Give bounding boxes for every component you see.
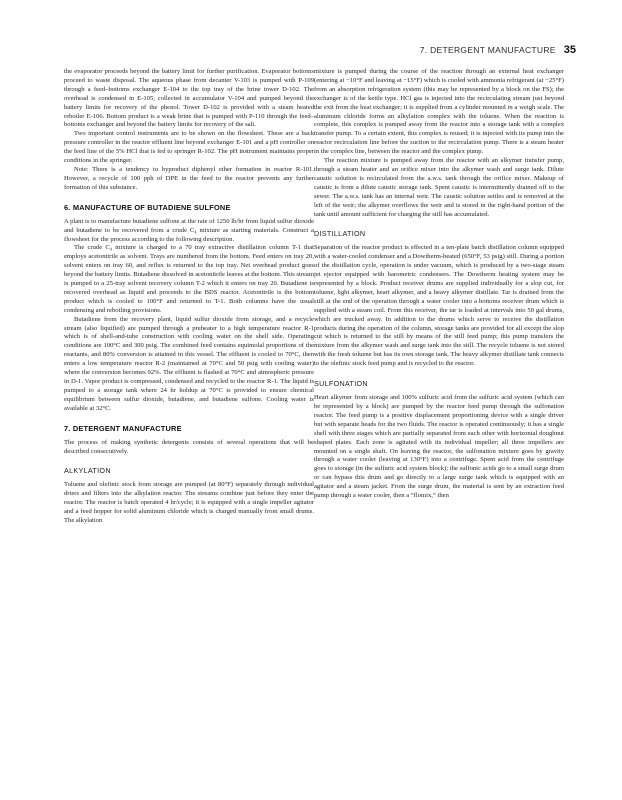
section-heading-butadiene-sulfone: 6. MANUFACTURE OF BUTADIENE SULFONE bbox=[64, 202, 231, 212]
section-heading-detergent: 7. DETERGENT MANUFACTURE bbox=[64, 423, 182, 433]
paragraph: Butadiene from the recovery plant, liquid sulfur dioxide from storage, and a recycle stream (also liquified) are pumped through a preheater to a high temperature reactor R-1 which is of shell-and-tube construction with cooling water on the shell side. Operating conditions are 100°C and 300 psig. The combined feed contains equimolal proportions of the reactants, and 80% conversion is attained in this vessel. The effluent is cooled to 70°C, then enters a low temperature reactor R-2 (maintained at 70°C and 50 psig with cooling water) where the conversion becomes 92%. The effluent is flashed at 70°C and atmospheric pressure in D-1. Vapor product is compressed, condensed and recycled to the reactor R-1. The liquid is pumped to a storage tank where 24 hr holdup at 70°C is provided to ensure chemical equilibrium between sulfur dioxide, butadiene, and butadiene sulfone. Cooling water is available at 32°C. bbox=[64, 315, 314, 412]
subheading-sulfonation: SULFONATION bbox=[314, 379, 368, 389]
paragraph: Two important control instruments are to be shown on the flowsheet. These are a back pressure controller in the reactor effluent line beyond exchanger E-101 and a pH controller on the feed line of the 5% HCl that is fed to springer R-102. The pH instrument maintains proper conditions in the springer. bbox=[64, 130, 314, 165]
paragraph: The reaction mixture is pumped away from the reactor with an alkymer transfer pump, through a steam heater and an orifice mixer into the alkymer wash and surge tank. Dilute caustic solution is recirculated from the a.w.s. tank through the orifice mixer. Makeup of caustic is from a dilute caustic storage tank. Spent caustic is intermittently drained off to the sewer. The a.w.s. tank has an internal weir. The caustic solution settles and is removed at the left of the weir; the alkymer overflows the weir and is stored in the right-hand portion of the tank until amount sufficient for charging the still has accumulated. bbox=[314, 157, 564, 218]
running-head bbox=[420, 44, 576, 56]
page-number: 35 bbox=[563, 44, 576, 56]
note-paragraph: Note: There is a tendency to byproduct diphenyl ether formation in reactor R-101. However, a recycle of 100 pph of DPE in the feed to the reactor prevents any further formation of this substance. bbox=[64, 165, 314, 191]
subheading-alkylation: ALKYLATION bbox=[64, 466, 111, 476]
chapter-title: 7. DETERGENT MANUFACTURE bbox=[419, 45, 556, 55]
paragraph: The crude C₄ mixture is charged to a 70 tray extractive distillation column T-1 that employs acetonitrile as solvent. Trays are numbered from the bottom. Feed enters on tray 20, solvent enters on tray 60, and reflux is returned to the top tray. Net overhead product goes beyond the battery limits. Butadiene dissolved in acetonitrile leaves at the bottom. This stream is pumped to a 25-tray solvent recovery column T-2 which it enters on tray 20. Butadiene is recovered overhead as liquid and proceeds to the BDS reactor. Acetonitrile is the bottom product which is cooled to 100°F and returned to T-1. Both columns have the usual condensing and reboiling provisions. bbox=[64, 244, 314, 314]
paragraph: The process of making synthetic detergents consists of several operations that will be described consecutively. bbox=[64, 438, 314, 455]
paragraph: Separation of the reactor product is effected in a ten-plate batch distillation column equipped with a water-cooled condenser and a Dowtherm-heated (650°F, 53 psig) still. During a portion of the distillation cycle, operation is under vacuum, which is produced by a two-stage steam jet ejector equipped with barometric condensers. The Dowtherm heating system may be represented by a block. Product receiver drums are supplied individually for a slop cut, for toluene, light alkymer, heart alkymer, and a heavy alkymer distillate. Tar is drained from the still at the end of the operation through a water cooler into a bottoms receiver drum which is supplied with a steam coil. From this receiver, the tar is loaded at intervals into 50 gal drums, which are trucked away. In addition to the drums which serve to receive the distillation products during the operation of the column, storage tanks are provided for all except the slop cut which is returned to the still by means of the still feed pump; this pump transfers the mixture from the alkymer wash and surge tank into the still. The recycle toluene is not stored with the fresh toluene but has its own storage tank. The heavy alkymer distillate tank connects to the olefinic stock feed pump and is recycled to the reactor. bbox=[314, 244, 564, 368]
paragraph: Toluene and olefinic stock from storage are pumped (at 80°F) separately through individual driers and filters into the alkylation reactor. The streams combine just before they enter the reactor. The reactor is batch operated 4 hr/cycle; it is equipped with a single impeller agitator and a feed hopper for solid aluminum chloride which is charged manually from small drums. The alkylation bbox=[64, 481, 314, 525]
right-column bbox=[314, 68, 564, 501]
left-column bbox=[64, 68, 314, 526]
paragraph: mixture is pumped during the course of the reaction through an external heat exchanger (entering at −10°F and leaving at −15°F) which is cooled with ammonia refrigerant (at −25°F) from an absorption refrigeration system (this may be represented by a block on the FS); the exchanger is of the kettle type. HCl gas is injected into the recirculating stream just beyond the exit from the heat exchanger; it is supplied from a cylinder mounted in a weigh scale. The aluminum chloride forms an alkylation complex with the toluene. When the reaction is complete, this complex is pumped away from the reactor into a storage tank with a complex transfer pump. To a certain extent, this complex is reused; it is injected with its pump into the reactor recirculation line before the suction to the recirculation pump. There is a steam heater in the complex line, between the reactor and the complex pump. bbox=[314, 68, 564, 156]
subheading-distillation: DISTILLATION bbox=[314, 229, 366, 239]
paragraph: Heart alkymer from storage and 100% sulfuric acid from the sulfuric acid system (which can be represented by a block) are pumped by the reactor feed pump through the sulfonation reactor. The feed pump is a positive displacement proportioning device with a single driver but with separate heads for the two fluids. The reactor is operated continuously; it has a single shell with three stages which are partially separated from each other with horizontal doughnut shaped plates. Each zone is agitated with its individual impeller; all three impellers are mounted on a single shaft. On leaving the reactor, the sulfonation mixture goes by gravity through a water cooler (leaving at 130°F) into a centrifuge. Spent acid from the centrifuge goes to storage (in the sulfuric acid system block); the sulfonic acids go to a small surge drum or can bypass this drum and go directly to a large surge tank which is equipped with an agitator and a steam jacket. From the surge drum, the material is sent by an extraction feed pump through a water cooler, then a “flomix,” then bbox=[314, 394, 564, 500]
paragraph: the evaporator proceeds beyond the battery limit for further purification. Evaporator bottoms proceed to waste disposal. The aqueous phase from decanter V-103 is pumped with P-109 through a feed–bottoms exchanger E-104 to the top tray of the brine tower D-102. The overhead is condensed in E-105, collected in accumulator V-104 and pumped beyond the battery limits for recovery of the phenol. Tower D-102 is provided with a steam heated reboiler E-106. Bottom product is a weak brine that is pumped with P-110 through the feed–bottoms exchanger and beyond the battery limits for recovery of the salt. bbox=[64, 68, 314, 129]
paragraph: A plant is to manufacture butadiene sulfone at the rate of 1250 lb/hr from liquid sulfur dioxide and butadiene to be recovered from a crude C₄ mixture as starting materials. Construct a flowsheet for the process according to the following description. bbox=[64, 217, 314, 243]
